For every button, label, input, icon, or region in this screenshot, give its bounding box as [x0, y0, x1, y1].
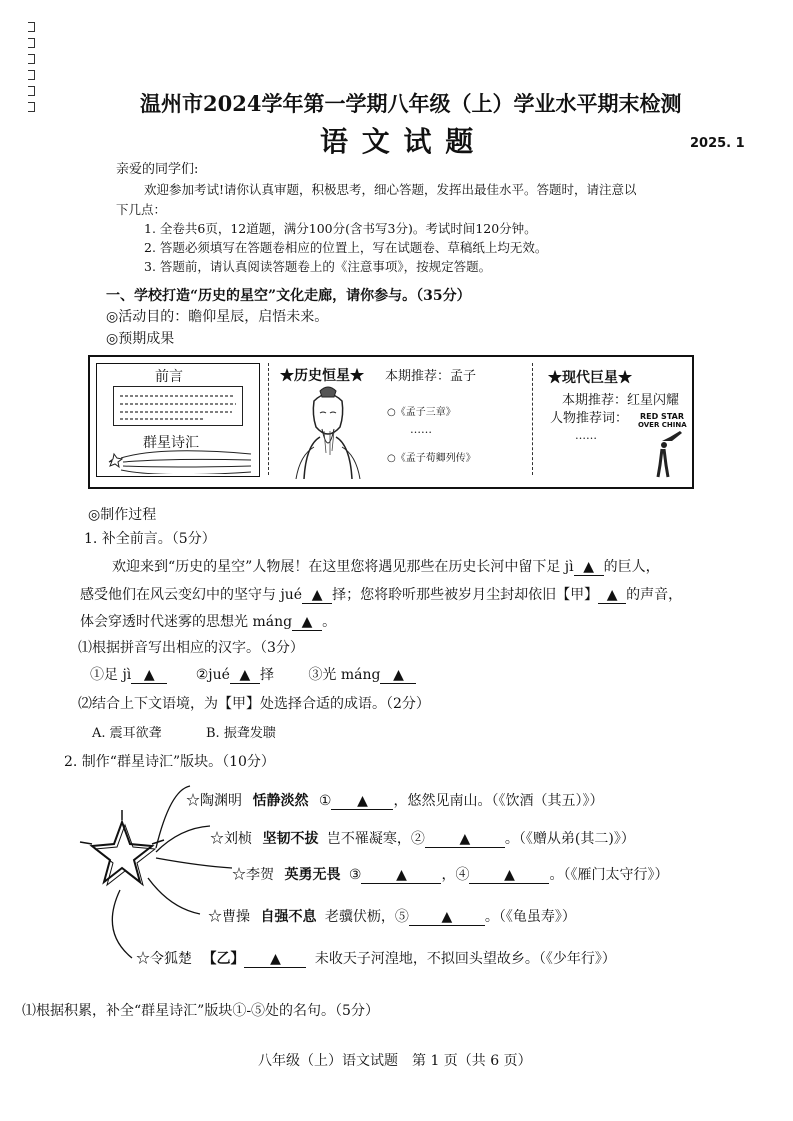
blank-ji: ▲	[574, 559, 604, 576]
modern-recommend: 本期推荐：红星闪耀	[562, 393, 680, 408]
poet-linghu-chu: ☆令狐楚	[136, 951, 192, 967]
q1-sub-1: ⑴根据拼音写出相应的汉字。（3分）	[78, 640, 304, 656]
poem-blank-5: ▲	[409, 909, 485, 926]
history-ellipsis: ……	[410, 423, 432, 436]
exam-date: 2025. 1	[690, 136, 745, 151]
poem-row-5	[136, 948, 616, 968]
preface-title: 前言	[155, 369, 183, 385]
poem-blank-3: ▲	[361, 867, 441, 884]
q1-paragraph-line-3	[80, 611, 336, 631]
blank-mang: ▲	[292, 614, 322, 631]
q1-paragraph-line-2	[80, 584, 682, 604]
q1-title: 1. 补全前言。（5分）	[84, 531, 216, 547]
modern-star-title: ★现代巨星★	[548, 370, 632, 386]
trait-2: 坚韧不拔	[262, 831, 319, 847]
mencius-portrait-image	[290, 385, 366, 479]
q1-text-1: 欢迎来到“历史的星空”人物展！在这里您将遇见那些在历史长河中留下足 jì	[112, 559, 574, 575]
q1-paragraph-line-1	[112, 556, 660, 576]
poem-line-2-rest: 。（《赠从弟(其二)》）	[504, 831, 635, 847]
q1-sub-2: ⑵结合上下文语境，为【甲】处选择合适的成语。（2分）	[78, 696, 430, 712]
poem-line-5-rest: 未收天子河湟地，不拟回头望故乡。（《少年行》）	[314, 951, 616, 967]
blank-jia: ▲	[598, 587, 626, 604]
poem-line-4-rest: 。（《龟虽寿》）	[484, 909, 576, 925]
process-heading: ◎制作过程	[88, 507, 157, 523]
history-item-1: ○《孟子三章》	[387, 407, 456, 418]
poet-liu-zhen: ☆刘桢	[210, 831, 252, 847]
red-star-logo-image	[638, 409, 690, 479]
q1-text-2b: 择；您将聆听那些被岁月尘封却依旧【甲】	[332, 587, 599, 603]
poet-tao-yuanming: ☆陶渊明	[186, 793, 242, 809]
display-board	[88, 355, 694, 489]
option-2-suffix: 择	[259, 667, 274, 683]
trait-4: 自强不息	[260, 909, 317, 925]
option-3-label: ③光 máng	[308, 667, 381, 683]
modern-words-label: 人物推荐词：	[550, 411, 629, 426]
blank-num-3: ③	[348, 867, 362, 883]
option-2-label: ②jué	[195, 667, 230, 683]
binding-marks	[28, 22, 35, 118]
red-star-logo	[638, 409, 690, 479]
choice-b: B. 振聋发聩	[206, 726, 276, 741]
trait-1: 恬静淡然	[252, 793, 309, 809]
poem-line-3-rest: 。（《雁门太守行》）	[549, 867, 669, 883]
trait-3: 英勇无畏	[284, 867, 341, 883]
history-star-title: ★历史恒星★	[280, 368, 364, 384]
poem-row-4	[208, 906, 576, 926]
svg-text:RED STAR: RED STAR	[640, 412, 684, 421]
poem-blank-1: ▲	[331, 793, 393, 810]
rule-3: 3. 答题前，请认真阅读答题卷上的《注意事项》，按规定答题。	[144, 259, 492, 274]
greeting: 亲爱的同学们:	[116, 162, 199, 177]
poem-section-title: 群星诗汇	[143, 435, 199, 451]
preface-scribble-lines	[114, 387, 242, 425]
q1-text-2c: 的声音，	[626, 587, 683, 603]
modern-ellipsis: ……	[575, 429, 597, 442]
poet-cao-cao: ☆曹操	[208, 909, 250, 925]
paper-subtitle: 语 文 试 题	[320, 125, 476, 158]
option-1-label: ①足 jì	[90, 667, 132, 683]
q1-text-2: 感受他们在风云变幻中的坚守与 jué	[80, 587, 303, 603]
q2-sub-1: ⑴根据积累，补全“群星诗汇”版块①-⑤处的名句。（5分）	[22, 1003, 379, 1019]
q1-text-3b: 。	[322, 614, 337, 630]
poem-line-1-rest: ，悠然见南山。（《饮酒（其五）》）	[393, 793, 604, 809]
answer-blank-1: ▲	[131, 667, 167, 684]
blank-jue: ▲	[302, 587, 332, 604]
intro-line-1: 欢迎参加考试!请你认真审题，积极思考，细心答题，发挥出最佳水平。答题时，请注意以	[144, 182, 637, 197]
answer-blank-3: ▲	[380, 667, 416, 684]
exam-title: 温州市2024学年第一学期八年级（上）学业水平期末检测	[140, 91, 682, 116]
q1-options	[90, 664, 416, 684]
poem-blank-yi: ▲	[244, 951, 306, 968]
board-divider-1	[268, 363, 269, 475]
choice-a: A. 震耳欲聋	[92, 726, 162, 741]
q1-text-3: 体会穿透时代迷雾的思想光 máng	[80, 614, 293, 630]
svg-text:OVER CHINA: OVER CHINA	[638, 421, 687, 429]
poem-line-4-text: 老骥伏枥，⑤	[324, 909, 409, 925]
q2-title: 2. 制作“群星诗汇”版块。（10分）	[64, 754, 275, 770]
board-left-panel	[96, 363, 260, 477]
activity-goal: ◎活动目的：瞻仰星辰，启悟未来。	[106, 309, 329, 325]
blank-num-4: ，④	[441, 867, 470, 883]
poem-blank-2: ▲	[425, 831, 505, 848]
history-recommend: 本期推荐：孟子	[385, 369, 477, 384]
poem-line-2-text: 岂不罹凝寒，②	[326, 831, 425, 847]
rule-2: 2. 答题必须填写在答题卷相应的位置上，写在试题卷、草稿纸上均无效。	[144, 240, 548, 255]
poem-blank-4: ▲	[469, 867, 549, 884]
q1-text-1b: 的巨人，	[603, 559, 660, 575]
answer-blank-2: ▲	[230, 667, 260, 684]
rule-1: 1. 全卷共6页，12道题，满分100分(含书写3分)。考试时间120分钟。	[144, 221, 537, 236]
section-1-heading: 一、学校打造“历史的星空”文化走廊，请你参与。（35分）	[106, 288, 471, 304]
poet-li-he: ☆李贺	[232, 867, 274, 883]
page-footer: 八年级（上）语文试题 第 1 页（共 6 页）	[258, 1053, 532, 1069]
blank-num-1: ①	[318, 793, 332, 809]
preface-text-box	[113, 386, 243, 426]
poem-row-1	[186, 790, 603, 810]
poem-star-sketch	[101, 448, 255, 474]
blank-yi-tag: 【乙】	[202, 951, 245, 967]
board-divider-2	[532, 363, 533, 475]
intro-line-2: 下几点：	[116, 202, 167, 217]
history-item-2: ○《孟子荀卿列传》	[387, 453, 476, 464]
poem-row-2	[210, 828, 635, 848]
expected-results: ◎预期成果	[106, 331, 175, 347]
poem-row-3	[232, 864, 668, 884]
